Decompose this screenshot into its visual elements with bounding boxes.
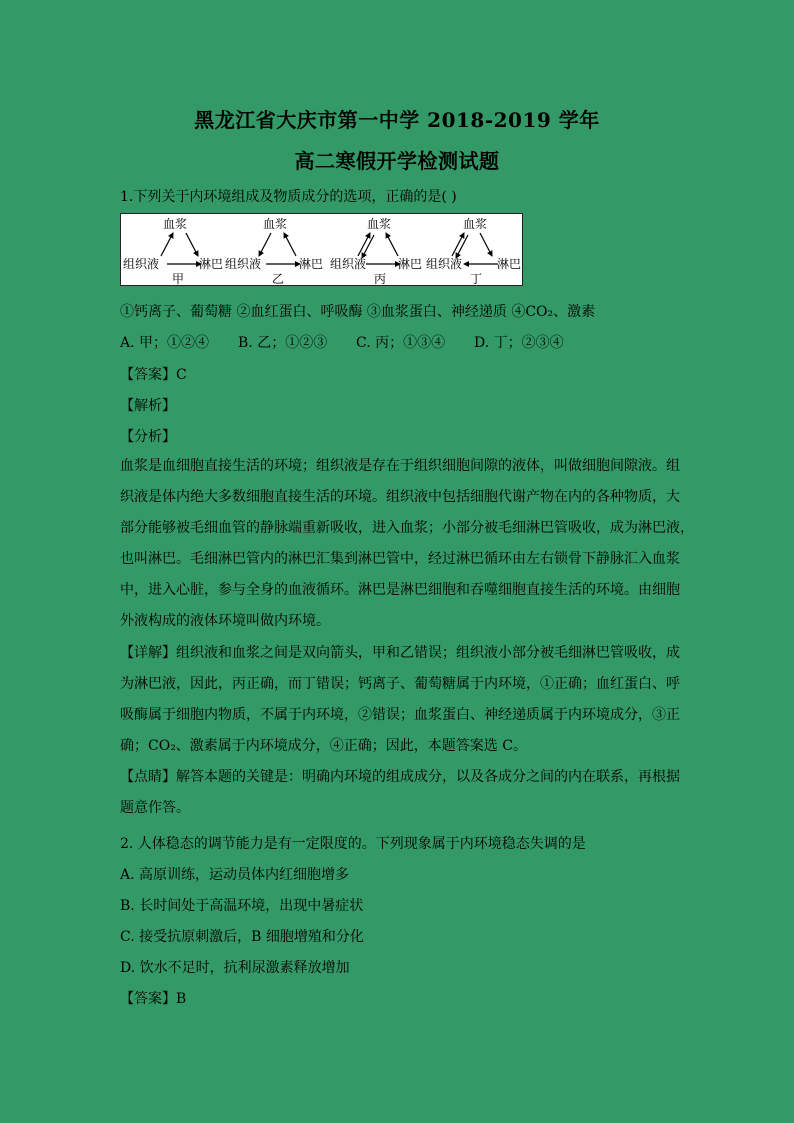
question-2-option-d: D. 饮水不足时，抗利尿激素释放增加: [120, 960, 350, 976]
panel-jia-caption: 甲: [172, 272, 185, 286]
panel-bing-left: 组织液: [330, 257, 367, 271]
panel-yi-arrows: [259, 233, 300, 264]
question-2-stem: 2. 人体稳态的调节能力是有一定限度的。下列现象属于内环境稳态失调的是: [120, 836, 586, 852]
detail-line: 【详解】组织液和血浆之间是双向箭头，甲和乙错误；组织液小部分被毛细淋巴管吸收，成: [120, 645, 680, 661]
document-title: 黑龙江省大庆市第一中学 2018-2019 学年: [194, 108, 600, 132]
question-1-analysis: [120, 451, 694, 637]
panel-ding-top: 血浆: [463, 217, 488, 231]
question-1-answer: 【答案】C: [120, 367, 187, 383]
detail-line: 确；CO₂、激素属于内环境成分，④正确；因此，本题答案选 C。: [120, 738, 527, 754]
comment-line: 【点睛】解答本题的关键是：明确内环境的组成成分，以及各成分之间的内在联系，再根据: [120, 769, 680, 785]
option-b: B. 乙；①②③: [238, 335, 328, 351]
panel-bing-caption: 丙: [374, 272, 387, 286]
analysis-line: 中，进入心脏，参与全身的血液循环。淋巴是淋巴细胞和吞噬细胞直接生活的环境。由细胞: [120, 582, 680, 598]
question-2-option-c: C. 接受抗原刺激后，B 细胞增殖和分化: [120, 929, 364, 945]
option-c: C. 丙；①③④: [356, 335, 446, 351]
detail-line: 为淋巴液，因此，丙正确，而丁错误；钙离子、葡萄糖属于内环境，①正确；血红蛋白、呼: [120, 676, 680, 692]
question-1-stem: 1.下列关于内环境组成及物质成分的选项，正确的是( ): [120, 189, 457, 205]
panel-ding-right: 淋巴: [497, 257, 522, 271]
question-2-option-a: A. 高原训练，运动员体内红细胞增多: [120, 867, 350, 883]
panel-yi-right: 淋巴: [299, 257, 324, 271]
panel-jia-left: 组织液: [123, 257, 160, 271]
analysis-line: 织液是体内绝大多数细胞直接生活的环境。组织液中包括细胞代谢产物在内的各种物质，大: [120, 489, 680, 505]
analysis-line: 血浆是血细胞直接生活的环境；组织液是存在于组织细胞间隙的液体，叫做细胞间隙液。组: [120, 458, 680, 474]
question-2-answer: 【答案】B: [120, 991, 187, 1007]
question-1-options: [120, 332, 564, 352]
question-1-fenxi-heading: 【分析】: [120, 429, 176, 445]
panel-jia-right: 淋巴: [199, 257, 224, 271]
question-1-items: ①钙离子、葡萄糖 ②血红蛋白、呼吸酶 ③血浆蛋白、神经递质 ④CO₂、激素: [120, 304, 596, 320]
question-2-option-b: B. 长时间处于高温环境，出现中暑症状: [120, 898, 364, 914]
comment-line: 题意作答。: [120, 800, 190, 816]
panel-yi-top: 血浆: [263, 217, 288, 231]
analysis-line: 部分能够被毛细血管的静脉端重新吸收，进入血浆；小部分被毛细淋巴管吸收，成为淋巴液，: [120, 520, 694, 536]
analysis-line: 外液构成的液体环境叫做内环境。: [120, 613, 330, 629]
question-1-comment: [120, 762, 680, 824]
panel-jia-arrows: [161, 233, 201, 264]
detail-line: 吸酶属于细胞内物质，不属于内环境，②错误；血浆蛋白、神经递质属于内环境成分，③正: [120, 707, 680, 723]
panel-jia-top: 血浆: [163, 217, 188, 231]
option-a: A. 甲；①②④: [120, 335, 210, 351]
panel-yi-left: 组织液: [225, 257, 262, 271]
panel-ding-left: 组织液: [426, 257, 463, 271]
document-subtitle: 高二寒假开学检测试题: [294, 149, 500, 173]
option-d: D. 丁；②③④: [474, 335, 564, 351]
panel-bing-top: 血浆: [367, 217, 392, 231]
panel-yi-caption: 乙: [272, 272, 285, 286]
panel-bing-right: 淋巴: [398, 257, 423, 271]
question-1-diagram: [120, 213, 523, 286]
question-1-jiexi-heading: 【解析】: [120, 398, 176, 414]
analysis-line: 也叫淋巴。毛细淋巴管内的淋巴汇集到淋巴管中，经过淋巴循环由左右锁骨下静脉汇入血浆: [120, 551, 680, 567]
question-1-detail: [120, 638, 680, 762]
panel-ding-caption: 丁: [470, 272, 483, 286]
